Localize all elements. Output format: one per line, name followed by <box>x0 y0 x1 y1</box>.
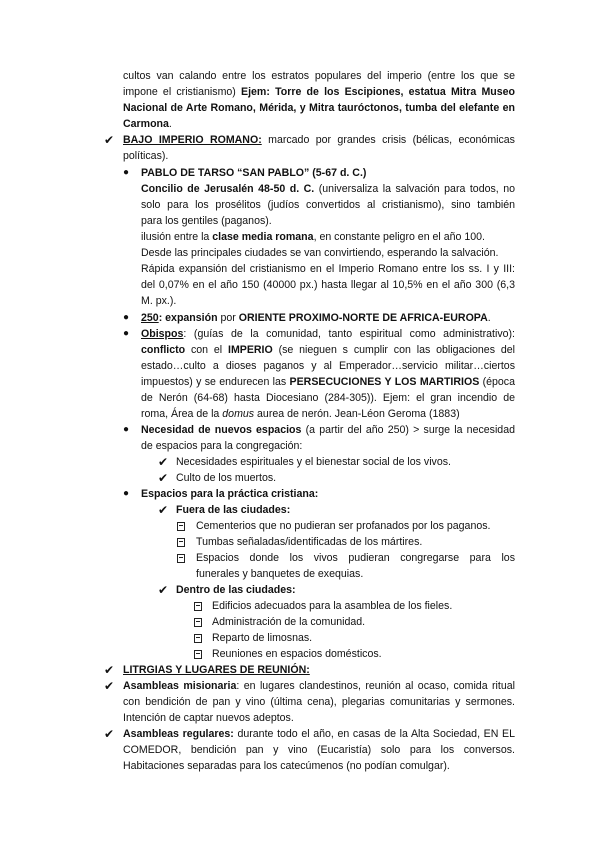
intro-line-1: cultos van calando entre los estratos populares del imperio (entre los que se <box>123 70 515 82</box>
obispos-line-4: impuestos) y se endurecen las PERSECUCIONES Y LOS MARTIRIOS (época <box>141 376 515 388</box>
pablo-line-1: Concilio de Jerusalén 48-50 d. C. (universaliza la salvación para todos, no <box>141 183 516 195</box>
pablo-line-3: para los gentiles (paganos). <box>141 215 272 227</box>
necesidad-item-1: Necesidades espirituales y el bienestar social de los vivos. <box>176 456 451 468</box>
dentro-item-1: Edificios adecuados para la asamblea de los fieles. <box>212 600 453 612</box>
necesidad-line-1: Necesidad de nuevos espacios (a partir del año 250) > surge la necesidad <box>141 424 515 436</box>
fuera-item-1: Cementerios que no pudieran ser profanados por los paganos. <box>196 520 491 532</box>
square-bullet-icon <box>177 538 185 547</box>
pablo-line-4: ilusión entre la clase media romana, en constante peligro en el año 100. <box>141 231 485 243</box>
pablo-line-8: M. px.). <box>141 295 177 307</box>
misionaria-line-3: Intención de captar nuevos adeptos. <box>123 712 294 724</box>
square-bullet-icon <box>194 618 202 627</box>
square-bullet-icon <box>177 554 185 563</box>
bullet-icon: ● <box>123 424 130 435</box>
regulares-line-2: COMEDOR, bendición pan y vino (Eucaristía) solo para los conversos. <box>123 744 515 756</box>
dentro-item-3: Reparto de limosnas. <box>212 632 313 644</box>
regulares-line-3: Habitaciones separadas para los catecúmenos (no podían comulgar). <box>123 760 450 772</box>
check-icon: ✔ <box>104 663 115 677</box>
check-icon: ✔ <box>104 679 115 693</box>
check-icon: ✔ <box>158 455 169 469</box>
check-icon: ✔ <box>104 133 115 147</box>
dentro-heading: Dentro de las ciudades: <box>176 584 296 596</box>
obispos-line-6: roma, Área de la domus aurea de nerón. Jean-Léon Geroma (1883) <box>141 408 460 420</box>
dentro-item-4: Reuniones en espacios domésticos. <box>212 648 382 660</box>
fuera-item-3-cont: funerales y banquetes de exequias. <box>196 568 364 580</box>
bullet-icon: ● <box>123 312 130 323</box>
bullet-icon: ● <box>123 328 130 339</box>
pablo-heading: PABLO DE TARSO “SAN PABLO” (5-67 d. C.) <box>141 167 367 179</box>
obispos-line-3: estado…culto a dioses paganos y al Emperador…servicio militar…ciertos <box>141 360 515 372</box>
misionaria-line-1: Asambleas misionaria: en lugares clandestinos, reunión al ocaso, comida ritual <box>123 680 515 692</box>
pablo-line-6: Rápida expansión del cristianismo en el Imperio Romano entre los ss. I y III: <box>141 263 515 275</box>
misionaria-line-2: con bendición de pan y vino (última cena), plegarias comunitarias y sermones. <box>123 696 515 708</box>
intro-line-2: impone el cristianismo) Ejem: Torre de los Escipiones, estatua Mitra Museo <box>123 86 516 98</box>
espacios-heading: Espacios para la práctica cristiana: <box>141 488 319 500</box>
check-icon: ✔ <box>158 503 169 517</box>
fuera-heading: Fuera de las ciudades: <box>176 504 291 516</box>
square-bullet-icon <box>194 634 202 643</box>
intro-line-3: Nacional de Arte Romano, Mérida, y Mitra tauróctonos, tumba del elefante en <box>123 102 515 114</box>
dentro-item-2: Administración de la comunidad. <box>212 616 366 628</box>
litrgias-heading: LITRGIAS Y LUGARES DE REUNIÓN: <box>123 664 310 676</box>
check-icon: ✔ <box>104 727 115 741</box>
fuera-item-3: Espacios donde los vivos pudieran congregarse para los <box>196 552 515 564</box>
obispos-line-1: Obispos: (guías de la comunidad, tanto espiritual como administrativo): <box>141 328 515 340</box>
intro-line-4: Carmona. <box>123 118 172 130</box>
square-bullet-icon <box>177 522 185 531</box>
fuera-item-2: Tumbas señaladas/identificadas de los mártires. <box>196 536 423 548</box>
obispos-line-2: conflicto con el IMPERIO (se nieguen s cumplir con las obligaciones del <box>141 344 515 356</box>
bullet-icon: ● <box>123 488 130 499</box>
necesidad-line-2: de espacios para la congregación: <box>141 440 303 452</box>
pablo-line-7: del 0,07% en el año 150 (40000 px.) hasta llegar al 10,5% en el año 300 (6,3 <box>141 279 515 291</box>
bullet-icon: ● <box>123 167 130 178</box>
bajo-imperio-line-1: BAJO IMPERIO ROMANO: marcado por grandes crisis (bélicas, económicas <box>123 134 515 146</box>
square-bullet-icon <box>194 602 202 611</box>
obispos-line-5: de Nerón (64-68) hasta Diocesiano (284-305)). Ejem: el gran incendio de <box>141 392 515 404</box>
necesidad-item-2: Culto de los muertos. <box>176 472 277 484</box>
expansion-line: 250: expansión por ORIENTE PROXIMO-NORTE DE AFRICA-EUROPA. <box>141 312 491 324</box>
regulares-line-1: Asambleas regulares: durante todo el año, en casas de la Alta Sociedad, EN EL <box>123 728 515 740</box>
check-icon: ✔ <box>158 471 169 485</box>
pablo-line-2: solo para los prosélitos (judíos convertidos al cristianismo), sino también <box>141 199 515 211</box>
square-bullet-icon <box>194 650 202 659</box>
check-icon: ✔ <box>158 583 169 597</box>
bajo-imperio-line-2: políticas). <box>123 150 169 162</box>
pablo-line-5: Desde las principales ciudades se van convirtiendo, esperando la salvación. <box>141 247 499 259</box>
